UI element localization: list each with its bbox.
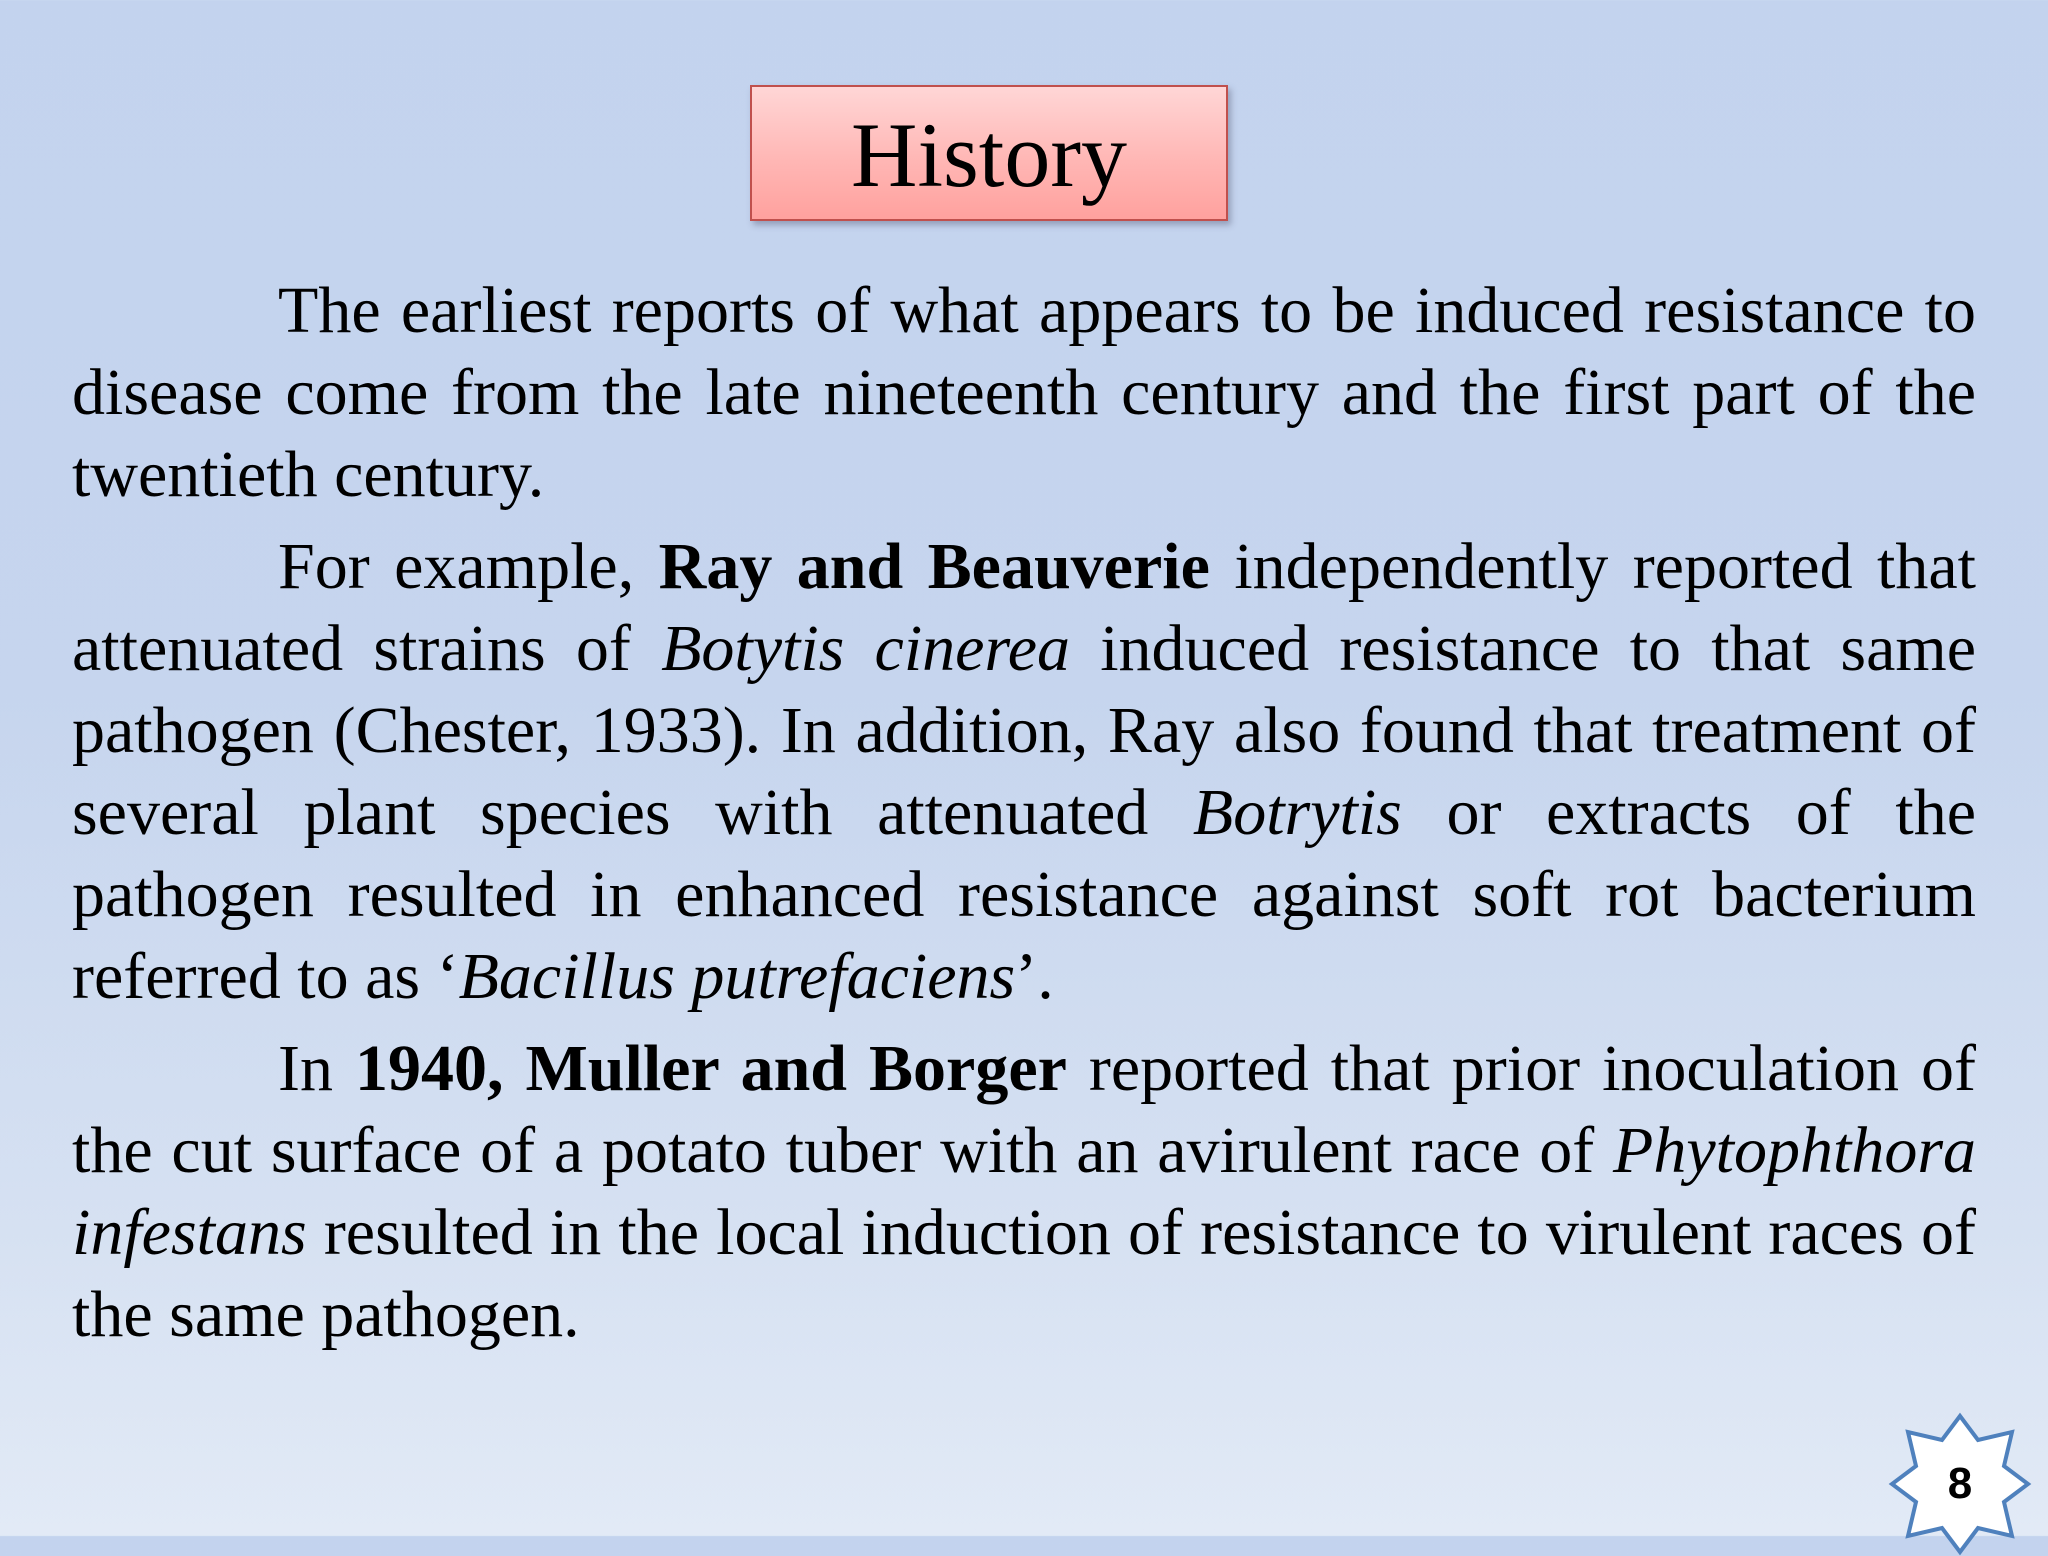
italic-text-run: Botrytis (1192, 776, 1402, 849)
paragraph (72, 270, 1976, 516)
italic-text-run: Botytis cinerea (661, 612, 1071, 685)
text-run: For example, (278, 530, 659, 603)
paragraph (72, 1028, 1976, 1356)
text-run: In (278, 1032, 355, 1105)
paragraph (72, 526, 1976, 1018)
slide-title: History (851, 104, 1127, 206)
text-run: resulted in the local induction of resistance to virulent races of the same pathogen. (72, 1196, 1976, 1351)
bold-text-run: Ray and Beauverie (658, 530, 1210, 603)
text-run: independently reported that attenuated strains of (72, 530, 1976, 685)
title-box (750, 85, 1228, 221)
text-run: The earliest reports of what appears to be induced resistance to disease come from the late nineteenth century and the first part of the twentieth century. (72, 274, 1976, 511)
bold-text-run: 1940, Muller and Borger (355, 1032, 1067, 1105)
italic-text-run: Phytophthora infestans (72, 1114, 1976, 1269)
text-run: ’. (1015, 940, 1054, 1013)
text-run: or extracts of the pathogen resulted in enhanced resistance against soft rot bacterium referred to as ‘ (72, 776, 1977, 1013)
page-number-badge (1888, 1412, 2032, 1556)
text-run: induced resistance to that same pathogen (Chester, 1933). In addition, Ray also found that treatment of several plant species with attenuated (72, 612, 1976, 849)
italic-text-run: Bacillus putrefaciens (458, 940, 1016, 1013)
page-number: 8 (1947, 1459, 1973, 1508)
slide-body (72, 270, 1976, 1366)
text-run: reported that prior inoculation of the cut surface of a potato tuber with an avirulent race of (72, 1032, 1976, 1187)
